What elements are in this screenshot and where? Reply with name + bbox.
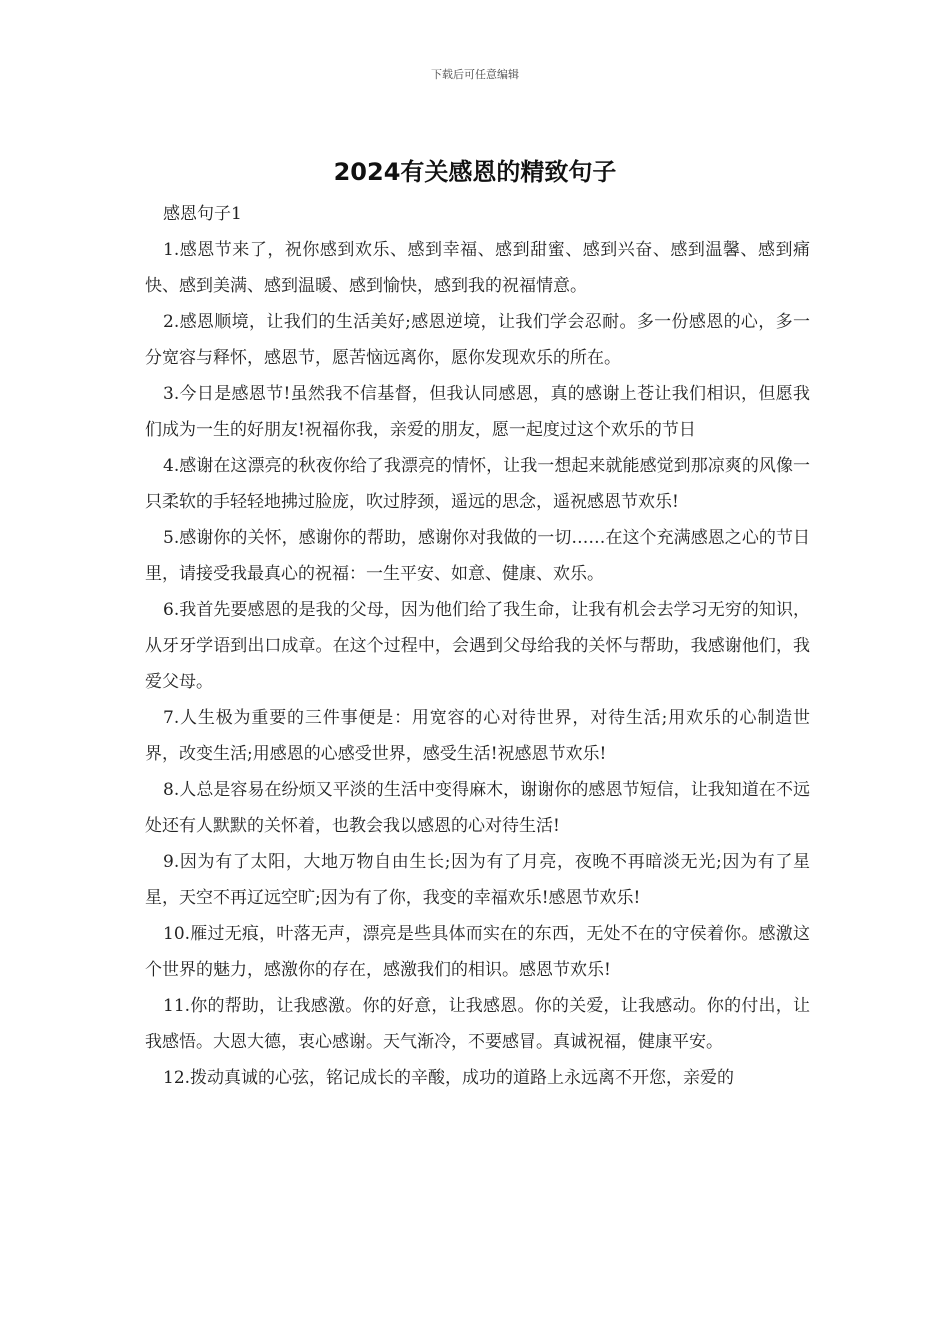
paragraph: 5.感谢你的关怀，感谢你的帮助，感谢你对我做的一切……在这个充满感恩之心的节日里，请接受我最真心的祝福：一生平安、如意、健康、欢乐。	[145, 528, 810, 584]
header-note: 下载后可任意编辑	[431, 68, 519, 81]
section-heading: 感恩句子1	[163, 204, 242, 224]
paragraph: 11.你的帮助，让我感激。你的好意，让我感恩。你的关爱，让我感动。你的付出，让我感悟。大恩大德，衷心感谢。天气渐冷，不要感冒。真诚祝福，健康平安。	[145, 996, 810, 1052]
paragraph: 8.人总是容易在纷烦又平淡的生活中变得麻木，谢谢你的感恩节短信，让我知道在不远处还有人默默的关怀着，也教会我以感恩的心对待生活!	[145, 780, 810, 836]
document-title: 2024有关感恩的精致句子	[333, 158, 617, 186]
document-body	[145, 196, 810, 1096]
paragraph: 6.我首先要感恩的是我的父母，因为他们给了我生命，让我有机会去学习无穷的知识，从牙牙学语到出口成章。在这个过程中，会遇到父母给我的关怀与帮助，我感谢他们，我爱父母。	[145, 600, 810, 692]
paragraph: 3.今日是感恩节!虽然我不信基督，但我认同感恩，真的感谢上苍让我们相识，但愿我们成为一生的好朋友!祝福你我，亲爱的朋友，愿一起度过这个欢乐的节日	[145, 384, 810, 440]
paragraph: 4.感谢在这漂亮的秋夜你给了我漂亮的情怀，让我一想起来就能感觉到那凉爽的风像一只柔软的手轻轻地拂过脸庞，吹过脖颈，遥远的思念，遥祝感恩节欢乐!	[145, 456, 810, 512]
paragraph: 7.人生极为重要的三件事便是：用宽容的心对待世界，对待生活;用欢乐的心制造世界，改变生活;用感恩的心感受世界，感受生活!祝感恩节欢乐!	[145, 708, 810, 764]
paragraph: 2.感恩顺境，让我们的生活美好;感恩逆境，让我们学会忍耐。多一份感恩的心，多一分宽容与释怀，感恩节，愿苦恼远离你，愿你发现欢乐的所在。	[145, 312, 810, 368]
paragraph: 12.拨动真诚的心弦，铭记成长的辛酸，成功的道路上永远离不开您，亲爱的	[163, 1068, 735, 1088]
paragraph: 9.因为有了太阳，大地万物自由生长;因为有了月亮，夜晚不再暗淡无光;因为有了星星，天空不再辽远空旷;因为有了你，我变的幸福欢乐!感恩节欢乐!	[145, 852, 810, 908]
paragraph: 1.感恩节来了，祝你感到欢乐、感到幸福、感到甜蜜、感到兴奋、感到温馨、感到痛快、感到美满、感到温暖、感到愉快，感到我的祝福情意。	[145, 240, 810, 296]
paragraph: 10.雁过无痕，叶落无声，漂亮是些具体而实在的东西，无处不在的守侯着你。感激这个世界的魅力，感激你的存在，感激我们的相识。感恩节欢乐!	[145, 924, 810, 980]
